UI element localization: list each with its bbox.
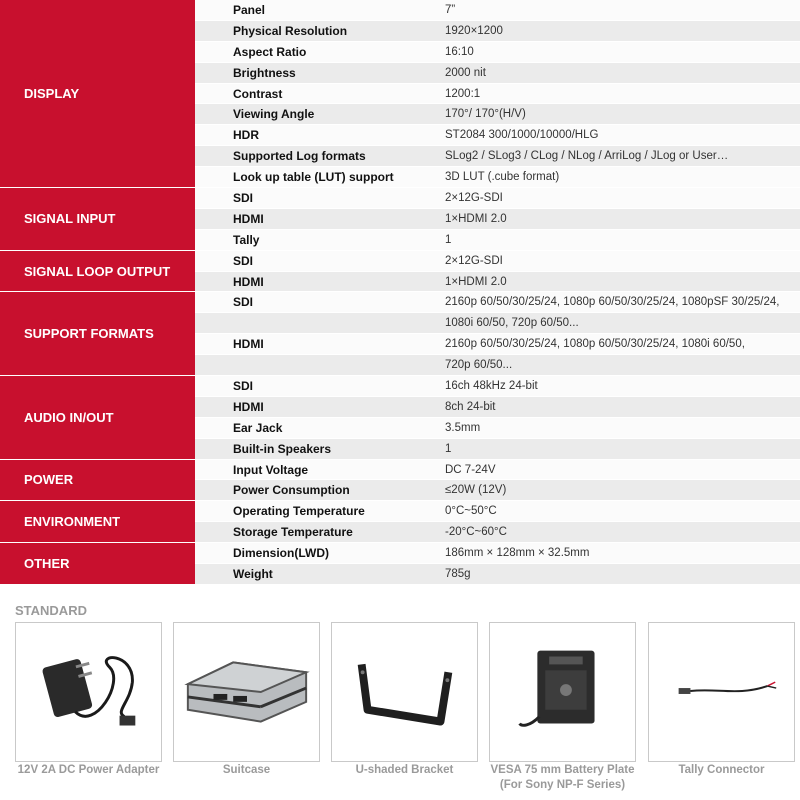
spec-key: SDI [233, 191, 254, 206]
suitcase-icon [174, 623, 319, 761]
spec-value: 1×HDMI 2.0 [445, 212, 507, 225]
spec-row [195, 543, 800, 564]
spec-key: Weight [233, 567, 273, 582]
spec-key: Built-in Speakers [233, 441, 332, 456]
spec-group [0, 501, 800, 543]
spec-group [0, 251, 800, 293]
spec-value: 2160p 60/50/30/25/24, 1080p 60/50/30/25/24, 1080i 60/50, [445, 338, 745, 351]
spec-row [195, 376, 800, 397]
spec-value: 7” [445, 4, 456, 16]
spec-key: Supported Log formats [233, 149, 366, 164]
standard-section-title: STANDARD [15, 603, 87, 618]
power-adapter-icon [16, 623, 161, 761]
spec-value: SLog2 / SLog3 / CLog / NLog / ArriLog / JLog or User… [445, 150, 729, 163]
spec-row [195, 334, 800, 355]
spec-category-label: SIGNAL INPUT [0, 188, 195, 251]
spec-value: DC 7-24V [445, 463, 496, 476]
spec-key: HDMI [233, 274, 264, 289]
spec-key: Tally [233, 232, 260, 247]
spec-row [195, 501, 800, 522]
spec-key: HDMI [233, 337, 264, 352]
spec-key: Ear Jack [233, 420, 283, 435]
spec-key: Look up table (LUT) support [233, 170, 394, 185]
spec-group [0, 460, 800, 502]
spec-key: SDI [233, 379, 254, 394]
spec-value: 186mm × 128mm × 32.5mm [445, 547, 590, 560]
spec-key: Aspect Ratio [233, 44, 307, 59]
u-bracket-icon [332, 623, 477, 761]
spec-row [195, 84, 800, 105]
spec-row [195, 418, 800, 439]
spec-row [195, 188, 800, 209]
spec-row [195, 21, 800, 42]
accessory-caption-power-adapter: 12V 2A DC Power Adapter [17, 764, 160, 776]
spec-row [195, 460, 800, 481]
accessory-card-power-adapter [15, 622, 162, 762]
spec-value: 1×HDMI 2.0 [445, 275, 507, 288]
spec-category-label: DISPLAY [0, 0, 195, 188]
spec-value: ST2084 300/1000/10000/HLG [445, 129, 599, 142]
spec-group [0, 543, 800, 585]
spec-row [195, 104, 800, 125]
spec-key: Operating Temperature [233, 504, 365, 519]
spec-row [195, 313, 800, 334]
spec-key: SDI [233, 295, 254, 310]
spec-value: 3D LUT (.cube format) [445, 171, 560, 184]
spec-value: 1920×1200 [445, 24, 503, 37]
spec-key: HDR [233, 128, 259, 143]
spec-group [0, 0, 800, 188]
spec-row [195, 63, 800, 84]
spec-key: HDMI [233, 211, 264, 226]
spec-group [0, 188, 800, 251]
accessory-card-tally-connector [648, 622, 795, 762]
spec-row [195, 292, 800, 313]
spec-value: 8ch 24-bit [445, 400, 496, 413]
spec-key: Physical Resolution [233, 23, 348, 38]
spec-group [0, 376, 800, 460]
spec-value: 2160p 60/50/30/25/24, 1080p 60/50/30/25/24, 1080pSF 30/25/24, [445, 296, 780, 309]
spec-key: Storage Temperature [233, 525, 353, 540]
accessory-card-u-bracket [331, 622, 478, 762]
spec-key: SDI [233, 253, 254, 268]
spec-row [195, 522, 800, 543]
spec-row [195, 230, 800, 251]
accessory-card-suitcase [173, 622, 320, 762]
spec-row [195, 439, 800, 460]
spec-value: 16ch 48kHz 24-bit [445, 380, 538, 393]
spec-value: 16:10 [445, 45, 474, 58]
spec-value: 0°C~50°C [445, 505, 497, 518]
spec-value: 1 [445, 442, 452, 455]
spec-key [195, 313, 445, 333]
spec-category-label: ENVIRONMENT [0, 501, 195, 543]
spec-row [195, 564, 800, 585]
spec-row [195, 251, 800, 272]
spec-key: HDMI [233, 399, 264, 414]
spec-key: Dimension(LWD) [233, 546, 329, 561]
spec-category-label: SIGNAL LOOP OUTPUT [0, 251, 195, 293]
spec-category-label: OTHER [0, 543, 195, 585]
spec-row [195, 42, 800, 63]
spec-group [0, 292, 800, 376]
spec-row [195, 125, 800, 146]
spec-value: 1 [445, 233, 452, 246]
spec-row [195, 480, 800, 501]
spec-row [195, 0, 800, 21]
accessory-card-battery-plate [489, 622, 636, 762]
spec-value: 3.5mm [445, 421, 481, 434]
spec-value: -20°C~60°C [445, 526, 507, 539]
spec-row [195, 272, 800, 293]
spec-value: ≤20W (12V) [445, 484, 507, 497]
spec-key: Contrast [233, 86, 283, 101]
spec-key: Panel [233, 3, 266, 17]
spec-value: 2×12G-SDI [445, 254, 503, 267]
spec-row [195, 397, 800, 418]
spec-value: 1200:1 [445, 87, 481, 100]
spec-value: 1080i 60/50, 720p 60/50... [445, 317, 579, 330]
spec-key: Brightness [233, 65, 296, 80]
spec-row [195, 146, 800, 167]
spec-row [195, 355, 800, 376]
accessory-caption-tally-connector: Tally Connector [678, 764, 765, 776]
spec-key: Input Voltage [233, 462, 309, 477]
spec-category-label: SUPPORT FORMATS [0, 292, 195, 376]
spec-category-label: POWER [0, 460, 195, 502]
spec-value: 785g [445, 568, 471, 581]
spec-key [195, 355, 445, 375]
spec-value: 170°/ 170°(H/V) [445, 108, 526, 121]
spec-value: 2000 nit [445, 66, 486, 79]
spec-row [195, 209, 800, 230]
accessory-caption-battery-plate: VESA 75 mm Battery Plate (For Sony NP-F Series) [490, 764, 635, 791]
accessory-caption-u-bracket: U-shaded Bracket [355, 764, 454, 776]
spec-row [195, 167, 800, 188]
spec-category-label: AUDIO IN/OUT [0, 376, 195, 460]
battery-plate-icon [490, 623, 635, 761]
spec-value: 2×12G-SDI [445, 192, 503, 205]
spec-key: Power Consumption [233, 483, 350, 498]
spec-value: 720p 60/50... [445, 359, 513, 372]
spec-key: Viewing Angle [233, 107, 315, 122]
tally-connector-icon [649, 623, 794, 761]
accessory-caption-suitcase: Suitcase [222, 764, 271, 776]
